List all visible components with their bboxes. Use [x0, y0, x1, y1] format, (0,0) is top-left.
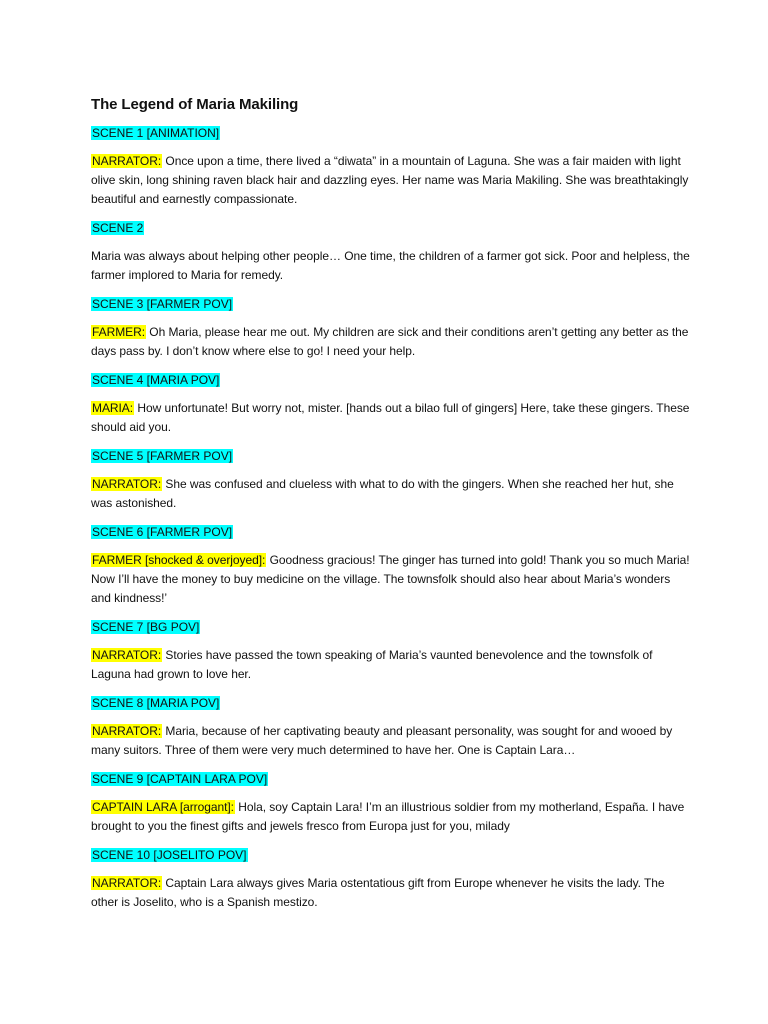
paragraph-text: Goodness gracious! The ginger has turned into gold! Thank you so much Maria! Now I’ll have the money to buy medicine on the village. The townsfolk should also hear about Maria’s wonders and kindness!’	[91, 553, 690, 605]
scene-paragraph	[91, 798, 691, 836]
scene-heading	[91, 771, 691, 788]
speaker-label: FARMER:	[92, 325, 145, 339]
paragraph-text: Hola, soy Captain Lara! I’m an illustrious soldier from my motherland, España. I have brought to you the finest gifts and jewels fresco from Europa just for you, milady	[91, 800, 685, 833]
scene-heading-text: SCENE 3 [FARMER POV]	[92, 297, 233, 311]
scene-heading	[91, 296, 691, 313]
paragraph-text: How unfortunate! But worry not, mister. [hands out a bilao full of gingers] Here, take these gingers. These should aid you.	[91, 401, 690, 434]
scene-block	[91, 619, 691, 684]
scene-paragraph	[91, 551, 691, 608]
speaker-label: NARRATOR:	[92, 724, 162, 738]
scene-block	[91, 771, 691, 836]
scene-heading	[91, 524, 691, 541]
speaker-label: NARRATOR:	[92, 876, 162, 890]
paragraph-text: Oh Maria, please hear me out. My children are sick and their conditions aren’t getting any better as the days pass by. I don’t know where else to go! I need your help.	[91, 325, 689, 358]
scene-heading-text: SCENE 6 [FARMER POV]	[92, 525, 233, 539]
scene-heading-text: SCENE 5 [FARMER POV]	[92, 449, 233, 463]
scene-paragraph	[91, 646, 691, 684]
scene-heading	[91, 220, 691, 237]
paragraph-text: Maria, because of her captivating beauty and pleasant personality, was sought for and wooed by many suitors. Three of them were very much determined to have her. One is Captain Lara…	[91, 724, 673, 757]
scene-heading-text: SCENE 2	[92, 221, 144, 235]
scene-paragraph	[91, 874, 691, 912]
scene-paragraph	[91, 399, 691, 437]
scene-heading	[91, 695, 691, 712]
document-title: The Legend of Maria Makiling	[91, 96, 299, 113]
speaker-label: NARRATOR:	[92, 648, 162, 662]
scene-heading	[91, 619, 691, 636]
speaker-label: NARRATOR:	[92, 154, 162, 168]
document-page	[91, 96, 691, 923]
scene-paragraph	[91, 475, 691, 513]
scene-block	[91, 695, 691, 760]
scene-block	[91, 125, 691, 209]
scene-paragraph	[91, 323, 691, 361]
scene-block	[91, 847, 691, 912]
scene-paragraph	[91, 152, 691, 209]
paragraph-text: Once upon a time, there lived a “diwata” in a mountain of Laguna. She was a fair maiden with light olive skin, long shining raven black hair and dazzling eyes. Her name was Maria Makiling. She was breathtakingly beautiful and earnestly compassionate.	[91, 154, 689, 206]
speaker-label: MARIA:	[92, 401, 134, 415]
scene-heading	[91, 847, 691, 864]
scene-paragraph	[91, 247, 691, 285]
speaker-label: NARRATOR:	[92, 477, 162, 491]
paragraph-text: She was confused and clueless with what to do with the gingers. When she reached her hut, she was astonished.	[91, 477, 674, 510]
scene-heading	[91, 125, 691, 142]
scene-heading-text: SCENE 9 [CAPTAIN LARA POV]	[92, 772, 268, 786]
paragraph-text: Stories have passed the town speaking of Maria’s vaunted benevolence and the townsfolk of Laguna had grown to love her.	[91, 648, 653, 681]
scene-heading-text: SCENE 8 [MARIA POV]	[92, 696, 220, 710]
scene-heading-text: SCENE 10 [JOSELITO POV]	[92, 848, 247, 862]
scene-heading	[91, 372, 691, 389]
scene-paragraph	[91, 722, 691, 760]
scene-block	[91, 296, 691, 361]
speaker-label: CAPTAIN LARA [arrogant]:	[92, 800, 234, 814]
speaker-label: FARMER [shocked & overjoyed]:	[92, 553, 266, 567]
scene-heading	[91, 448, 691, 465]
scene-heading-text: SCENE 4 [MARIA POV]	[92, 373, 220, 387]
scene-block	[91, 372, 691, 437]
scene-heading-text: SCENE 7 [BG POV]	[92, 620, 200, 634]
scene-block	[91, 448, 691, 513]
scene-block	[91, 220, 691, 285]
scene-heading-text: SCENE 1 [ANIMATION]	[92, 126, 220, 140]
scene-block	[91, 524, 691, 608]
paragraph-text: Captain Lara always gives Maria ostentatious gift from Europe whenever he visits the lady. The other is Joselito, who is a Spanish mestizo.	[91, 876, 665, 909]
paragraph-text: Maria was always about helping other people… One time, the children of a farmer got sick. Poor and helpless, the farmer implored to Maria for remedy.	[91, 249, 690, 282]
